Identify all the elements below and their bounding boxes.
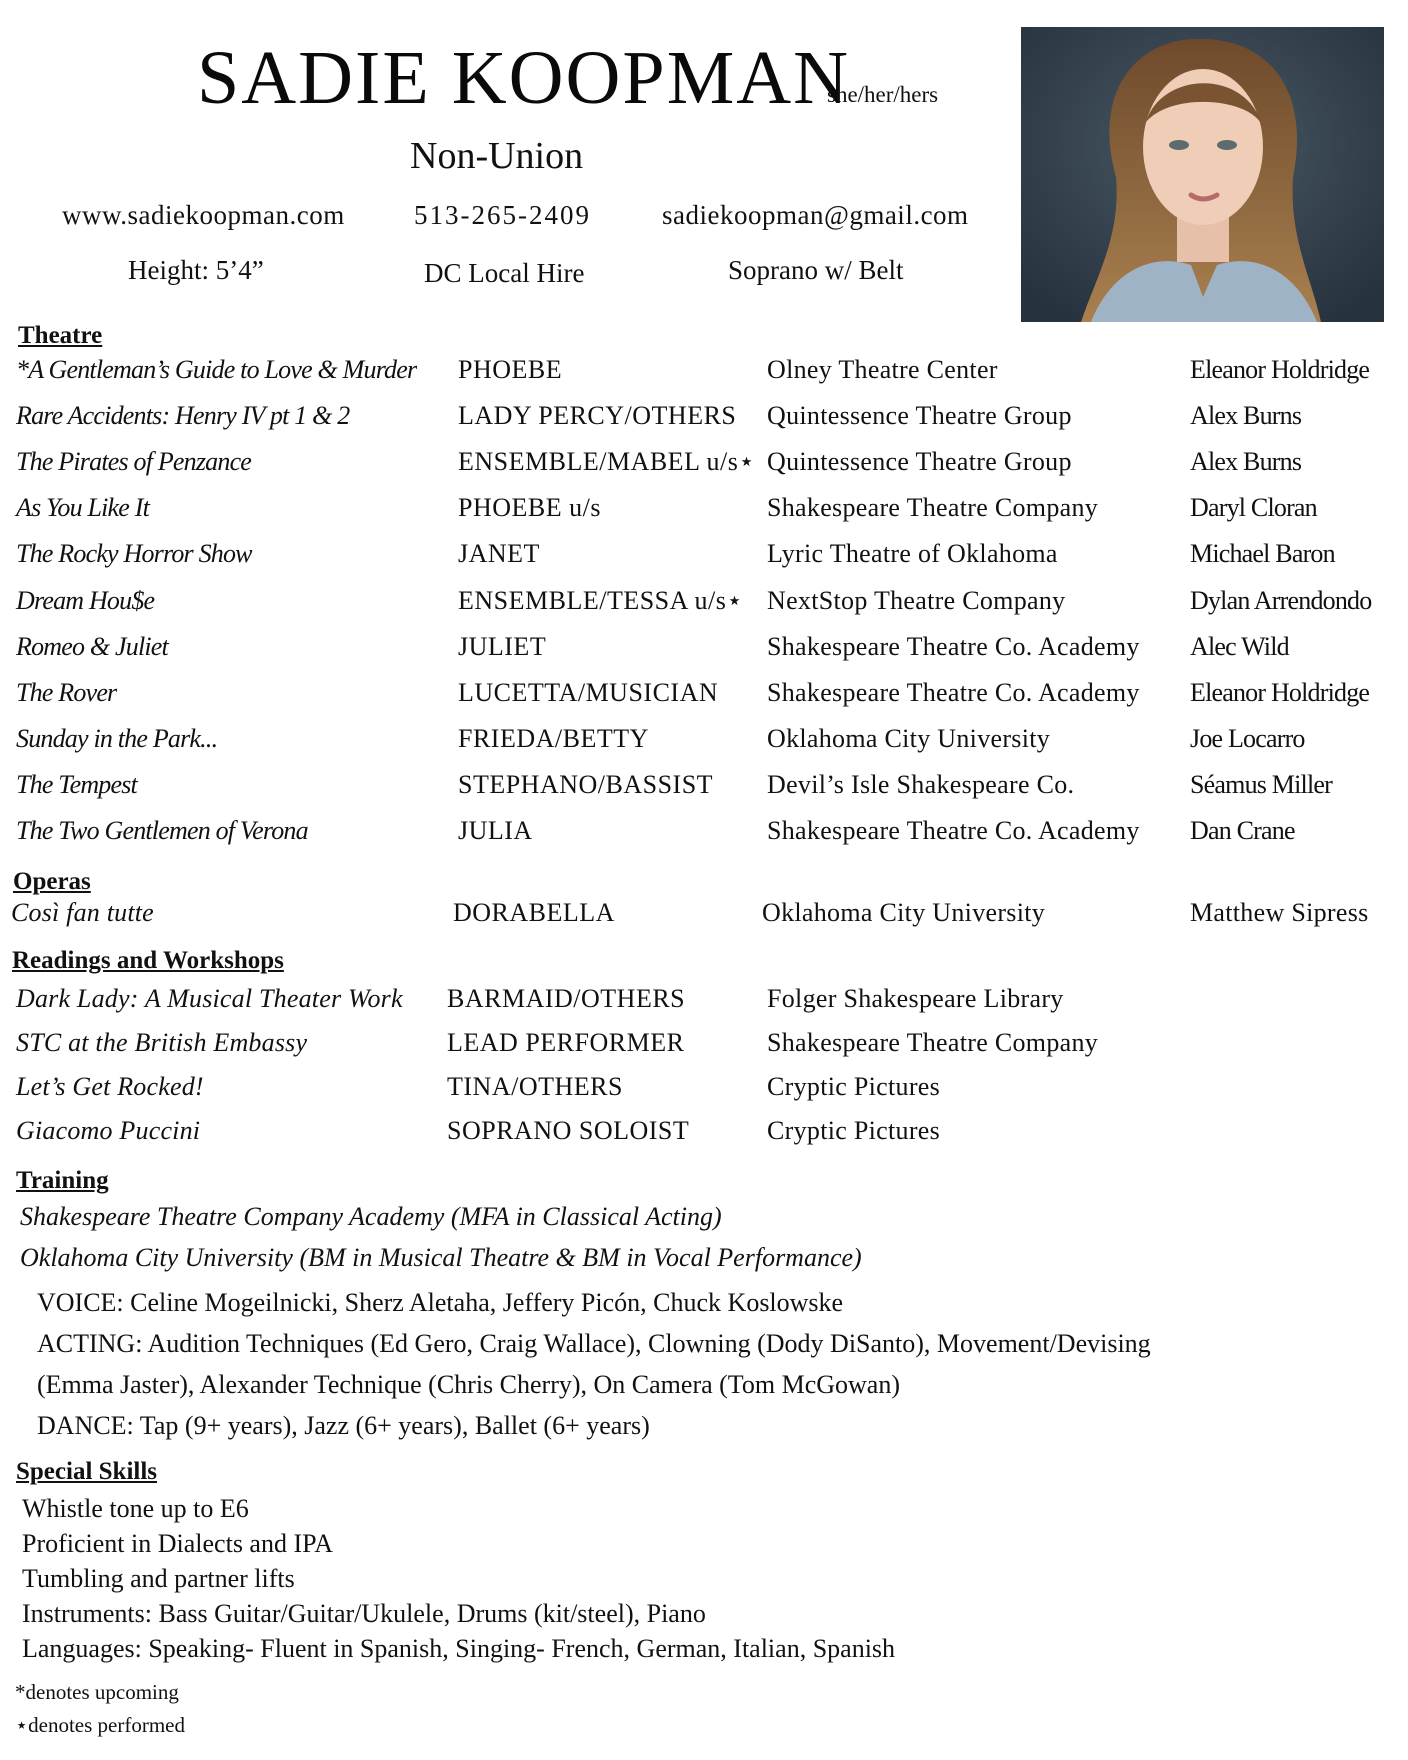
skill-item: Languages: Speaking- Fluent in Spanish, Singing- French, German, Italian, Spanish: [22, 1634, 896, 1663]
credit-row: [0, 724, 1408, 764]
credit-show: Rare Accidents: Henry IV pt 1 & 2: [16, 401, 350, 431]
credit-company: Shakespeare Theatre Company: [767, 493, 1099, 523]
credit-company: Folger Shakespeare Library: [767, 984, 1064, 1013]
credit-role: ENSEMBLE/MABEL u/s⋆: [458, 447, 756, 477]
credit-role: LADY PERCY/OTHERS: [458, 401, 737, 431]
credit-show: Dark Lady: A Musical Theater Work: [16, 984, 403, 1013]
credit-company: Quintessence Theatre Group: [767, 447, 1072, 477]
credit-director: Alex Burns: [1190, 447, 1302, 477]
opera-row: [0, 898, 1408, 938]
credit-row: [0, 586, 1408, 626]
credit-director: Alex Burns: [1190, 401, 1302, 431]
credit-company: Shakespeare Theatre Co. Academy: [767, 677, 1140, 707]
credit-role: STEPHANO/BASSIST: [458, 769, 714, 799]
credit-company: Devil’s Isle Shakespeare Co.: [767, 769, 1075, 799]
credit-show: *A Gentleman’s Guide to Love & Murder: [16, 355, 417, 384]
credit-company: NextStop Theatre Company: [767, 585, 1066, 615]
credit-role: BARMAID/OTHERS: [447, 984, 686, 1013]
credit-company: Shakespeare Theatre Company: [767, 1028, 1099, 1057]
credit-director: Eleanor Holdridge: [1190, 677, 1370, 707]
skill-item: Proficient in Dialects and IPA: [22, 1529, 333, 1558]
credit-director: Dylan Arrendondo: [1190, 585, 1372, 615]
training-school-stc: Shakespeare Theatre Company Academy (MFA in Classical Acting): [20, 1202, 722, 1231]
credit-row: [0, 1116, 1408, 1156]
credit-role: TINA/OTHERS: [447, 1072, 623, 1101]
credit-role: PHOEBE: [458, 355, 563, 384]
voice-type: Soprano w/ Belt: [728, 255, 904, 285]
credit-show: Così fan tutte: [11, 898, 154, 927]
headshot-illustration: [1021, 27, 1384, 322]
credit-company: Olney Theatre Center: [767, 355, 998, 384]
credit-show: Sunday in the Park...: [16, 723, 218, 753]
credit-row: [0, 447, 1408, 487]
credit-role: ENSEMBLE/TESSA u/s⋆: [458, 585, 744, 615]
operas-heading: Operas: [13, 868, 91, 895]
credit-row: [0, 539, 1408, 579]
footnote-upcoming: *denotes upcoming: [15, 1680, 179, 1704]
credit-row: [0, 355, 1408, 395]
credit-show: As You Like It: [16, 493, 150, 523]
credit-company: Cryptic Pictures: [767, 1072, 941, 1101]
credit-role: JULIET: [458, 631, 547, 661]
credit-row: [0, 984, 1408, 1024]
credit-role: JULIA: [458, 816, 533, 845]
credit-show: The Tempest: [16, 769, 137, 799]
training-heading: Training: [16, 1167, 109, 1194]
email-link[interactable]: sadiekoopman@gmail.com: [662, 200, 969, 230]
pronouns: she/her/hers: [827, 82, 939, 107]
local-hire: DC Local Hire: [424, 258, 585, 288]
credit-role: LUCETTA/MUSICIAN: [458, 677, 719, 707]
credit-role: FRIEDA/BETTY: [458, 723, 649, 753]
credit-row: [0, 632, 1408, 672]
credit-director: Eleanor Holdridge: [1190, 355, 1370, 384]
credit-row: [0, 1072, 1408, 1112]
credit-show: The Rover: [16, 677, 117, 707]
credit-show: Romeo & Juliet: [16, 631, 168, 661]
credit-row: [0, 1028, 1408, 1068]
credit-director: Dan Crane: [1190, 816, 1295, 845]
credit-company: Shakespeare Theatre Co. Academy: [767, 631, 1140, 661]
training-voice: VOICE: Celine Mogeilnicki, Sherz Aletaha, Jeffery Picón, Chuck Koslowske: [37, 1288, 844, 1317]
credit-director: Michael Baron: [1190, 539, 1335, 569]
skills-heading: Special Skills: [16, 1458, 158, 1485]
credit-row: [0, 401, 1408, 441]
theatre-heading: Theatre: [18, 322, 103, 349]
training-acting: ACTING: Audition Techniques (Ed Gero, Craig Wallace), Clowning (Dody DiSanto), Movement/Devising: [37, 1329, 1151, 1358]
training-acting-cont: (Emma Jaster), Alexander Technique (Chris Cherry), On Camera (Tom McGowan): [37, 1370, 901, 1399]
credit-show: The Pirates of Penzance: [16, 447, 252, 477]
credit-show: STC at the British Embassy: [16, 1028, 308, 1057]
credit-role: JANET: [458, 539, 540, 569]
credit-director: Daryl Cloran: [1190, 493, 1317, 523]
training-school-ocu: Oklahoma City University (BM in Musical Theatre & BM in Vocal Performance): [20, 1243, 862, 1272]
credit-show: Dream Hou$e: [16, 585, 155, 615]
credit-director: Matthew Sipress: [1190, 898, 1369, 927]
height: Height: 5’4”: [128, 255, 264, 285]
credit-role: DORABELLA: [453, 898, 615, 927]
credit-role: PHOEBE u/s: [458, 493, 601, 523]
credit-director: Joe Locarro: [1190, 723, 1305, 753]
website-link[interactable]: www.sadiekoopman.com: [62, 200, 345, 230]
credit-show: The Two Gentlemen of Verona: [16, 816, 308, 845]
credit-row: [0, 678, 1408, 718]
credit-show: Let’s Get Rocked!: [16, 1072, 204, 1101]
credit-director: Séamus Miller: [1190, 769, 1332, 799]
credit-company: Lyric Theatre of Oklahoma: [767, 539, 1058, 569]
credit-role: LEAD PERFORMER: [447, 1028, 685, 1057]
readings-heading: Readings and Workshops: [12, 947, 284, 974]
phone-number: 513-265-2409: [414, 200, 591, 230]
union-status: Non-Union: [410, 135, 584, 177]
credit-role: SOPRANO SOLOIST: [447, 1116, 690, 1145]
credit-row: [0, 770, 1408, 810]
credit-director: Alec Wild: [1190, 631, 1289, 661]
skill-item: Instruments: Bass Guitar/Guitar/Ukulele, Drums (kit/steel), Piano: [22, 1599, 706, 1628]
skill-item: Tumbling and partner lifts: [22, 1564, 295, 1593]
credit-show: The Rocky Horror Show: [16, 539, 252, 569]
credit-company: Shakespeare Theatre Co. Academy: [767, 816, 1140, 845]
footnote-performed: ⋆denotes performed: [15, 1713, 185, 1737]
credit-company: Cryptic Pictures: [767, 1116, 941, 1145]
skill-item: Whistle tone up to E6: [22, 1494, 249, 1523]
actor-name: SADIE KOOPMAN: [197, 36, 851, 120]
headshot-photo: [1021, 27, 1384, 322]
credit-company: Oklahoma City University: [767, 723, 1051, 753]
credit-row: [0, 816, 1408, 856]
credit-show: Giacomo Puccini: [16, 1116, 201, 1145]
training-dance: DANCE: Tap (9+ years), Jazz (6+ years), Ballet (6+ years): [37, 1411, 650, 1440]
credit-company: Oklahoma City University: [762, 898, 1046, 927]
credit-company: Quintessence Theatre Group: [767, 401, 1072, 431]
credit-row: [0, 493, 1408, 533]
